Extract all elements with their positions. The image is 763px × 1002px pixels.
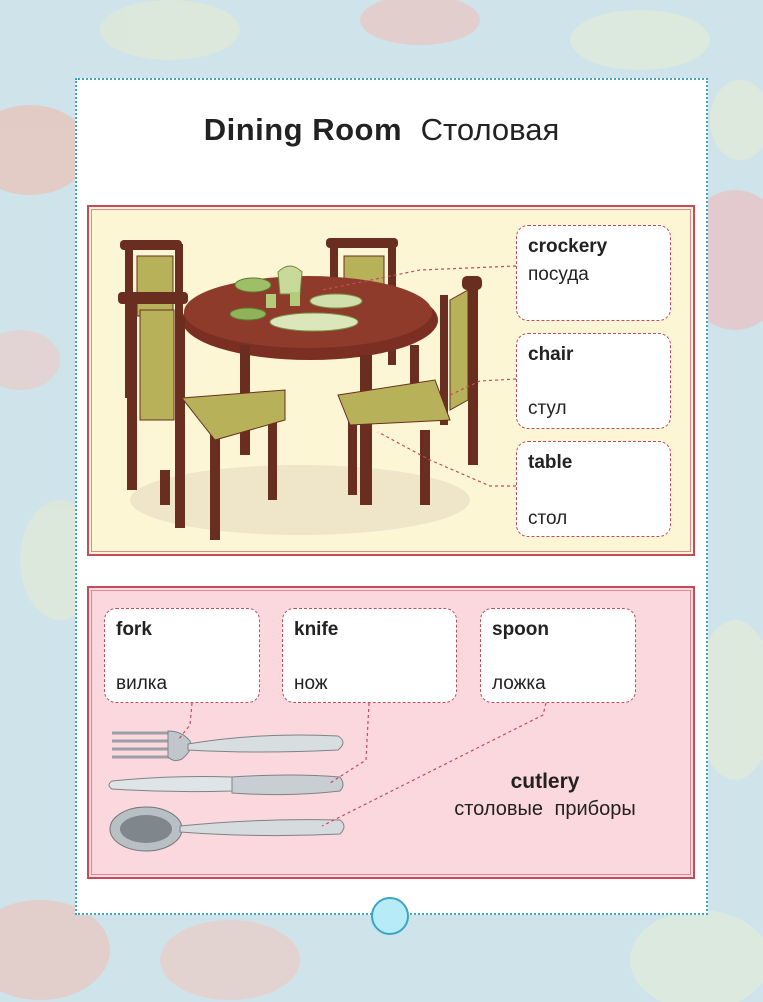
- card-knife: [282, 608, 457, 703]
- card-chair-english: chair: [528, 344, 574, 365]
- card-spoon: [480, 608, 636, 703]
- cutlery-caption: [420, 770, 670, 821]
- card-fork-english: fork: [116, 619, 152, 640]
- cutlery-english: cutlery: [510, 770, 580, 793]
- cutlery-russian: столовые приборы: [454, 798, 636, 820]
- card-crockery: [516, 225, 671, 321]
- card-crockery-russian: посуда: [528, 264, 589, 285]
- card-chair: [516, 333, 671, 429]
- card-table-russian: стол: [528, 508, 568, 529]
- card-spoon-russian: ложка: [492, 673, 546, 694]
- card-table-english: table: [528, 452, 573, 473]
- page-title: [0, 112, 763, 148]
- title-english: Dining Room: [203, 112, 403, 147]
- card-fork-russian: вилка: [116, 673, 168, 694]
- card-crockery-english: crockery: [528, 236, 608, 257]
- card-spoon-english: spoon: [492, 619, 549, 640]
- card-fork: [104, 608, 260, 703]
- card-table: [516, 441, 671, 537]
- card-chair-russian: стул: [528, 398, 567, 419]
- page-number-circle: [371, 897, 409, 935]
- card-knife-russian: нож: [294, 673, 328, 694]
- card-knife-english: knife: [294, 619, 339, 640]
- title-russian: Столовая: [420, 112, 560, 147]
